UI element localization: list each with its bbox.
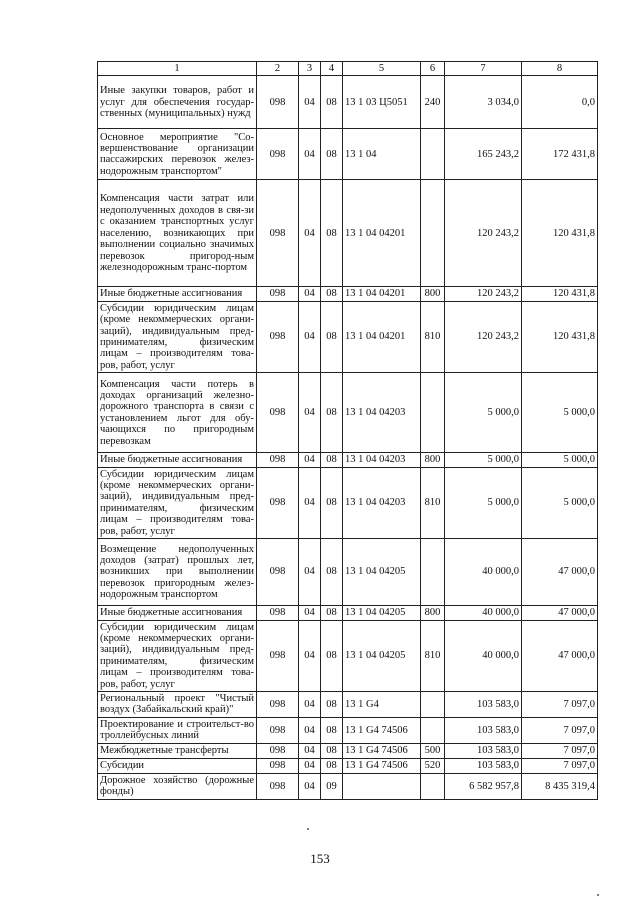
expense-type-cell: 520 xyxy=(421,758,445,773)
header-cell: 3 xyxy=(299,62,321,76)
section-cell: 04 xyxy=(299,180,321,287)
amount-year2-cell: 7 097,0 xyxy=(522,743,598,758)
section-cell: 04 xyxy=(299,301,321,372)
amount-year2-cell: 47 000,0 xyxy=(522,606,598,620)
amount-year1-cell: 120 243,2 xyxy=(445,180,522,287)
amount-year1-cell: 40 000,0 xyxy=(445,620,522,691)
table-row xyxy=(98,287,598,301)
section-cell: 04 xyxy=(299,373,321,453)
table-row xyxy=(98,129,598,180)
table-row xyxy=(98,539,598,606)
table-row xyxy=(98,717,598,743)
target-item-cell: 13 1 04 04205 xyxy=(343,539,421,606)
subsection-cell: 08 xyxy=(321,717,343,743)
header-cell: 1 xyxy=(98,62,257,76)
amount-year1-cell: 40 000,0 xyxy=(445,606,522,620)
table-header-row xyxy=(98,62,598,76)
section-cell: 04 xyxy=(299,717,321,743)
amount-year1-cell: 103 583,0 xyxy=(445,691,522,717)
subsection-cell: 08 xyxy=(321,467,343,538)
subsection-cell: 08 xyxy=(321,373,343,453)
target-item-cell xyxy=(343,773,421,799)
admin-code-cell: 098 xyxy=(257,373,299,453)
row-name-cell: Компенсация части затрат или недополученных доходов в свя-зи с оказанием транспортных услуг населению, возникающих при выполнении социально значимых перевозок пригород-ным железнодорожным транс-портом xyxy=(98,180,257,287)
row-name-cell: Иные бюджетные ассигнования xyxy=(98,287,257,301)
target-item-cell: 13 1 G4 74506 xyxy=(343,743,421,758)
amount-year2-cell: 0,0 xyxy=(522,76,598,129)
target-item-cell: 13 1 04 04205 xyxy=(343,606,421,620)
amount-year1-cell: 120 243,2 xyxy=(445,301,522,372)
admin-code-cell: 098 xyxy=(257,287,299,301)
budget-table xyxy=(97,61,598,800)
section-cell: 04 xyxy=(299,773,321,799)
target-item-cell: 13 1 G4 74506 xyxy=(343,717,421,743)
target-item-cell: 13 1 04 04203 xyxy=(343,467,421,538)
admin-code-cell: 098 xyxy=(257,743,299,758)
row-name-cell: Субсидии юридическим лицам (кроме некоммерческих органи-заций), индивидуальным пред-принимателям, физическим лицам – производителям това-ров, работ, услуг xyxy=(98,620,257,691)
scan-speck xyxy=(597,894,599,896)
subsection-cell: 08 xyxy=(321,743,343,758)
amount-year1-cell: 40 000,0 xyxy=(445,539,522,606)
amount-year1-cell: 103 583,0 xyxy=(445,743,522,758)
amount-year2-cell: 120 431,8 xyxy=(522,287,598,301)
table-row xyxy=(98,180,598,287)
admin-code-cell: 098 xyxy=(257,773,299,799)
admin-code-cell: 098 xyxy=(257,467,299,538)
admin-code-cell: 098 xyxy=(257,129,299,180)
row-name-cell: Возмещение недополученных доходов (затрат) прошлых лет, возникших при выполнении перевозок пригородным желез-нодорожным транспортом xyxy=(98,539,257,606)
amount-year1-cell: 103 583,0 xyxy=(445,758,522,773)
subsection-cell: 08 xyxy=(321,129,343,180)
expense-type-cell xyxy=(421,717,445,743)
target-item-cell: 13 1 G4 74506 xyxy=(343,758,421,773)
target-item-cell: 13 1 04 04205 xyxy=(343,620,421,691)
row-name-cell: Компенсация части потерь в доходах организаций железно-дорожного транспорта в связи с установлением льгот для обу-чающихся по пригородным перевозкам xyxy=(98,373,257,453)
table-row xyxy=(98,301,598,372)
expense-type-cell xyxy=(421,129,445,180)
expense-type-cell: 800 xyxy=(421,606,445,620)
amount-year1-cell: 5 000,0 xyxy=(445,453,522,467)
subsection-cell: 08 xyxy=(321,76,343,129)
subsection-cell: 08 xyxy=(321,758,343,773)
subsection-cell: 08 xyxy=(321,606,343,620)
expense-type-cell: 240 xyxy=(421,76,445,129)
header-cell: 5 xyxy=(343,62,421,76)
header-cell: 8 xyxy=(522,62,598,76)
header-cell: 7 xyxy=(445,62,522,76)
amount-year1-cell: 5 000,0 xyxy=(445,467,522,538)
amount-year1-cell: 6 582 957,8 xyxy=(445,773,522,799)
amount-year2-cell: 7 097,0 xyxy=(522,691,598,717)
row-name-cell: Основное мероприятие "Со-вершенствование организации пассажирских перевозок желез-нодорожным транспортом" xyxy=(98,129,257,180)
section-cell: 04 xyxy=(299,539,321,606)
row-name-cell: Субсидии xyxy=(98,758,257,773)
table-row xyxy=(98,773,598,799)
amount-year2-cell: 5 000,0 xyxy=(522,373,598,453)
expense-type-cell xyxy=(421,373,445,453)
row-name-cell: Проектирование и строительст-во троллейбусных линий xyxy=(98,717,257,743)
expense-type-cell: 500 xyxy=(421,743,445,758)
row-name-cell: Иные закупки товаров, работ и услуг для обеспечения государ-ственных (муниципальных) нужд xyxy=(98,76,257,129)
page-number: 153 xyxy=(310,851,330,866)
section-cell: 04 xyxy=(299,453,321,467)
amount-year2-cell: 5 000,0 xyxy=(522,467,598,538)
amount-year1-cell: 5 000,0 xyxy=(445,373,522,453)
target-item-cell: 13 1 04 04203 xyxy=(343,453,421,467)
section-cell: 04 xyxy=(299,467,321,538)
admin-code-cell: 098 xyxy=(257,691,299,717)
subsection-cell: 08 xyxy=(321,620,343,691)
table-row xyxy=(98,453,598,467)
table-row xyxy=(98,691,598,717)
admin-code-cell: 098 xyxy=(257,453,299,467)
section-cell: 04 xyxy=(299,620,321,691)
section-cell: 04 xyxy=(299,691,321,717)
subsection-cell: 09 xyxy=(321,773,343,799)
row-name-cell: Субсидии юридическим лицам (кроме некоммерческих органи-заций), индивидуальным пред-принимателям, физическим лицам – производителям това-ров, работ, услуг xyxy=(98,467,257,538)
admin-code-cell: 098 xyxy=(257,301,299,372)
expense-type-cell xyxy=(421,180,445,287)
table-row xyxy=(98,76,598,129)
scan-speck xyxy=(307,828,309,830)
amount-year2-cell: 120 431,8 xyxy=(522,180,598,287)
header-cell: 2 xyxy=(257,62,299,76)
expense-type-cell xyxy=(421,691,445,717)
section-cell: 04 xyxy=(299,129,321,180)
amount-year2-cell: 7 097,0 xyxy=(522,717,598,743)
section-cell: 04 xyxy=(299,743,321,758)
target-item-cell: 13 1 04 xyxy=(343,129,421,180)
section-cell: 04 xyxy=(299,606,321,620)
table-row xyxy=(98,743,598,758)
admin-code-cell: 098 xyxy=(257,606,299,620)
subsection-cell: 08 xyxy=(321,287,343,301)
section-cell: 04 xyxy=(299,76,321,129)
expense-type-cell: 800 xyxy=(421,287,445,301)
amount-year1-cell: 165 243,2 xyxy=(445,129,522,180)
expense-type-cell: 810 xyxy=(421,620,445,691)
header-cell: 6 xyxy=(421,62,445,76)
subsection-cell: 08 xyxy=(321,539,343,606)
admin-code-cell: 098 xyxy=(257,539,299,606)
amount-year2-cell: 7 097,0 xyxy=(522,758,598,773)
target-item-cell: 13 1 G4 xyxy=(343,691,421,717)
amount-year2-cell: 5 000,0 xyxy=(522,453,598,467)
row-name-cell: Субсидии юридическим лицам (кроме некоммерческих органи-заций), индивидуальным пред-принимателям, физическим лицам – производителям това-ров, работ, услуг xyxy=(98,301,257,372)
row-name-cell: Дорожное хозяйство (дорожные фонды) xyxy=(98,773,257,799)
admin-code-cell: 098 xyxy=(257,758,299,773)
table-row xyxy=(98,606,598,620)
target-item-cell: 13 1 04 04201 xyxy=(343,301,421,372)
admin-code-cell: 098 xyxy=(257,180,299,287)
amount-year1-cell: 103 583,0 xyxy=(445,717,522,743)
expense-type-cell: 800 xyxy=(421,453,445,467)
amount-year1-cell: 3 034,0 xyxy=(445,76,522,129)
subsection-cell: 08 xyxy=(321,453,343,467)
target-item-cell: 13 1 04 04201 xyxy=(343,180,421,287)
header-cell: 4 xyxy=(321,62,343,76)
subsection-cell: 08 xyxy=(321,301,343,372)
row-name-cell: Иные бюджетные ассигнования xyxy=(98,453,257,467)
expense-type-cell: 810 xyxy=(421,467,445,538)
row-name-cell: Региональный проект "Чистый воздух (Забайкальский край)" xyxy=(98,691,257,717)
expense-type-cell xyxy=(421,539,445,606)
admin-code-cell: 098 xyxy=(257,717,299,743)
table-row xyxy=(98,467,598,538)
table-row xyxy=(98,373,598,453)
amount-year2-cell: 47 000,0 xyxy=(522,539,598,606)
target-item-cell: 13 1 04 04201 xyxy=(343,287,421,301)
subsection-cell: 08 xyxy=(321,180,343,287)
admin-code-cell: 098 xyxy=(257,76,299,129)
amount-year2-cell: 8 435 319,4 xyxy=(522,773,598,799)
row-name-cell: Межбюджетные трансферты xyxy=(98,743,257,758)
target-item-cell: 13 1 03 Ц5051 xyxy=(343,76,421,129)
row-name-cell: Иные бюджетные ассигнования xyxy=(98,606,257,620)
section-cell: 04 xyxy=(299,758,321,773)
amount-year2-cell: 120 431,8 xyxy=(522,301,598,372)
amount-year1-cell: 120 243,2 xyxy=(445,287,522,301)
subsection-cell: 08 xyxy=(321,691,343,717)
amount-year2-cell: 172 431,8 xyxy=(522,129,598,180)
expense-type-cell: 810 xyxy=(421,301,445,372)
admin-code-cell: 098 xyxy=(257,620,299,691)
section-cell: 04 xyxy=(299,287,321,301)
table-row xyxy=(98,758,598,773)
table-row xyxy=(98,620,598,691)
target-item-cell: 13 1 04 04203 xyxy=(343,373,421,453)
amount-year2-cell: 47 000,0 xyxy=(522,620,598,691)
expense-type-cell xyxy=(421,773,445,799)
